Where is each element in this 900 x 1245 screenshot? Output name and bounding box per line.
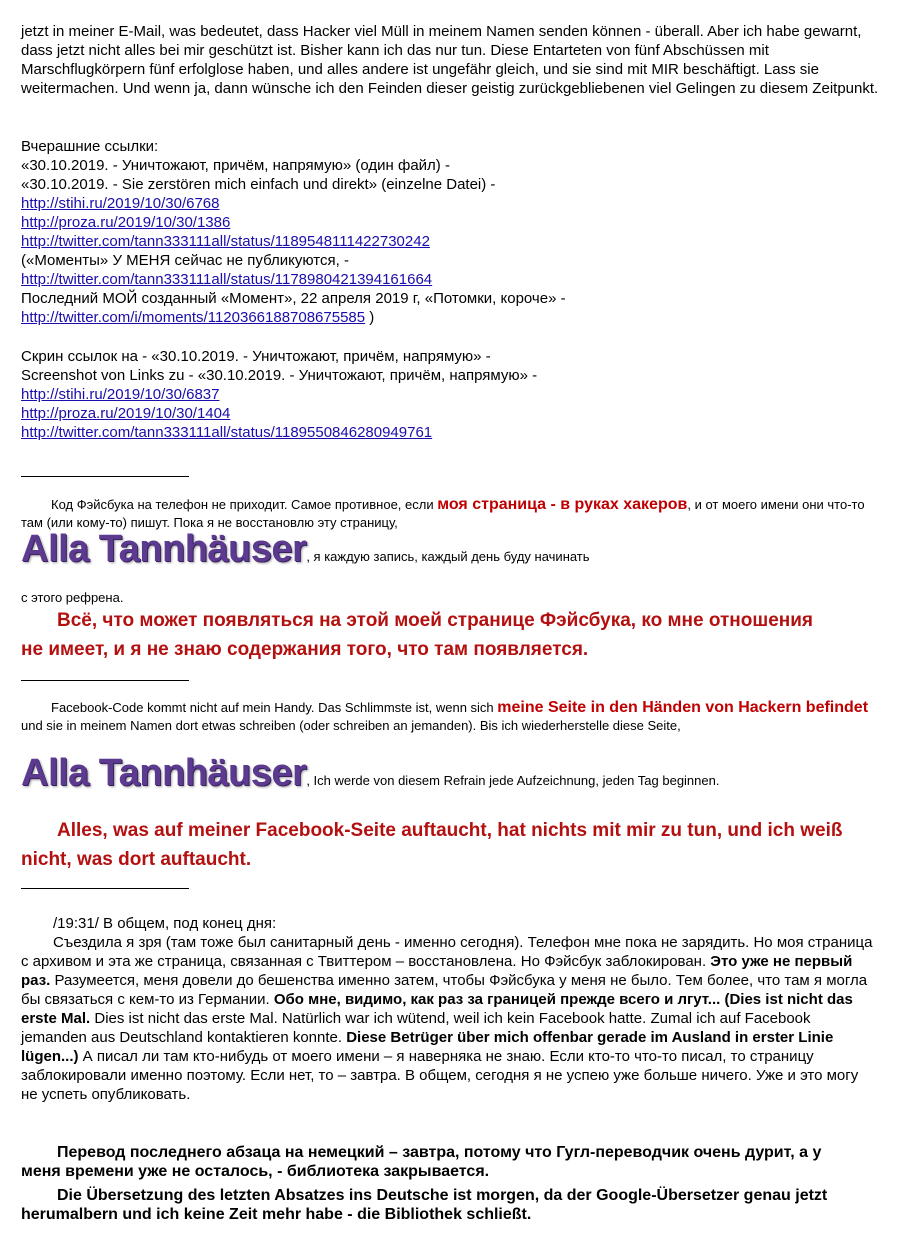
yesterday-links-title-ru: «30.10.2019. - Уничтожают, причём, напрямую» (один файл) - [21,157,450,174]
divider-1 [21,476,189,477]
link-twitter-moment[interactable]: http://twitter.com/i/moments/1120366188708675585 [21,309,366,326]
de-notice-text2: und sie in meinem Namen dort etwas schreiben (oder schreiben an jemanden). Bis ich wiederherstelle diese Seite, [21,718,681,733]
de-big-notice: Alles, was auf meiner Facebook-Seite auftaucht, hat nichts mit mir zu tun, und ich weiß nicht, was dort auftaucht. [21,820,843,870]
de-notice [21,699,871,735]
moment-link-line [21,308,881,327]
moments-note: («Моменты» У МЕНЯ сейчас не публикуются, - [21,252,349,269]
ru-notice-text4: с этого рефрена. [21,590,124,605]
ru-notice-text3: , я каждую запись, каждый день буду начинать [306,549,590,564]
evening-text1: Съездила я зря (там тоже был санитарный день - именно сегодня). Телефон мне пока не зарядить. Но моя страница с архивом и эта же страница, связанная с Твиттером – восстановлена. Но Фэйсбук заблокирован. [21,934,873,970]
evening-section [21,914,879,1104]
translation-note-de: Die Übersetzung des letzten Absatzes ins Deutsche ist morgen, da der Google-Übersetzer genau jetzt herumalbern und ich keine Zeit mehr habe - die Bibliothek schließt. [21,1187,828,1223]
link-proza-1386[interactable]: http://proza.ru/2019/10/30/1386 [21,214,231,231]
ru-notice-text1: Код Фэйсбука на телефон не приходит. Самое противное, если [51,497,438,512]
divider-2 [21,680,189,681]
link-proza-1404[interactable]: http://proza.ru/2019/10/30/1404 [21,405,231,422]
ru-big-notice: Всё, что может появляться на этой моей странице Фэйсбука, ко мне отношения не имеет, и я не знаю содержания того, что там появляется. [21,610,814,660]
ru-notice [21,496,881,532]
screenshot-links-ru: Скрин ссылок на - «30.10.2019. - Уничтожают, причём, напрямую» - [21,348,491,365]
evening-text3: Dies ist nicht das erste Mal. Natürlich war ich wütend, weil ich kein Facebook hatte. Zumal ich auf Facebook jemanden aus Deutschland kontaktieren konnte. [21,1010,811,1046]
de-name-line [21,752,881,794]
yesterday-links-block [21,137,881,327]
alla-name-de: Alla Tannhäuser [21,752,307,794]
closing-paren: ) [365,309,375,326]
link-twitter-status-1189548[interactable]: http://twitter.com/tann333111all/status/1189548111422730242 [21,233,430,250]
intro-paragraph: jetzt in meiner E-Mail, was bedeutet, dass Hacker viel Müll in meinem Namen senden können - überall. Aber ich habe gewarnt, dass jetzt nicht alles bei mir geschützt ist. Bisher kann ich das nur tun. Diese Entarteten von fünf Abschüssen mit Marschflugkörpern fünf erfolglose haben, und alles andere ist ungefähr gleich, und sie sind mit MIR beschäftigt. Lass sie weitermachen. Und wenn ja, dann wünsche ich den Feinden dieser geistig zurückgebliebenen viel Gelingen zu diesem Zeitpunkt. [21,23,879,97]
ru-notice-text2: , и от моего имени они что-то там (или кому-то) пишут. Пока я не восстановлю эту страницу, [21,497,865,530]
last-moment-line: Последний МОЙ созданный «Момент», 22 апреля 2019 г, «Потомки, короче» - [21,290,566,307]
screenshot-links-block [21,347,881,442]
de-notice-hackers: meine Seite in den Händen von Hackern befindet [497,699,869,716]
evening-text4: А писал ли там кто-нибудь от моего имени – я наверняка не знаю. Если кто-то что-то писал, то страницу заблокировали именно поэтому. Если нет, то – завтра. В общем, сегодня я не успею уже больше ничего. Уже и это могу не успеть опубликовать. [21,1048,859,1103]
de-notice-text3: , Ich werde von diesem Refrain jede Aufzeichnung, jeden Tag beginnen. [306,773,720,788]
de-notice-text1: Facebook-Code kommt nicht auf mein Handy. Das Schlimmste ist, wenn sich [51,700,498,715]
link-stihi-6837[interactable]: http://stihi.ru/2019/10/30/6837 [21,386,220,403]
translation-note-ru: Перевод последнего абзаца на немецкий – завтра, потому что Гугл-переводчик очень дурит, а у меня времени уже не осталось, - библиотека закрывается. [21,1144,822,1180]
link-twitter-status-1178980[interactable]: http://twitter.com/tann333111all/status/1178980421394161664 [21,271,433,288]
link-twitter-status-1189550[interactable]: http://twitter.com/tann333111all/status/1189550846280949761 [21,424,433,441]
evening-bold2: Обо мне, видимо, как раз за границей прежде всего и лгут... (Dies ist nicht das erste Mal. [21,991,853,1027]
yesterday-links-title-de: «30.10.2019. - Sie zerstören mich einfach und direkt» (einzelne Datei) - [21,176,496,193]
divider-3 [21,888,189,889]
yesterday-links-heading: Вчерашние ссылки: [21,138,159,155]
ru-name-line [21,528,881,570]
evening-paragraph [21,933,879,1104]
evening-text2: Разумеется, меня довели до бешенства именно затем, чтобы Фэйсбука у меня не было. Тем более, что там я могла бы связаться с кем-то из Германии. [21,972,868,1008]
evening-time-line: /19:31/ В общем, под конец дня: [53,915,277,932]
ru-notice-hackers: моя страница - в руках хакеров [437,496,688,513]
evening-bold3: Diese Betrüger über mich offenbar gerade im Ausland in erster Linie lügen...) [21,1029,834,1065]
screenshot-links-de: Screenshot von Links zu - «30.10.2019. - Уничтожают, причём, напрямую» - [21,367,538,384]
evening-bold1: Это уже не первый раз. [21,953,853,989]
alla-name-ru: Alla Tannhäuser [21,528,307,570]
link-stihi-6768[interactable]: http://stihi.ru/2019/10/30/6768 [21,195,220,212]
